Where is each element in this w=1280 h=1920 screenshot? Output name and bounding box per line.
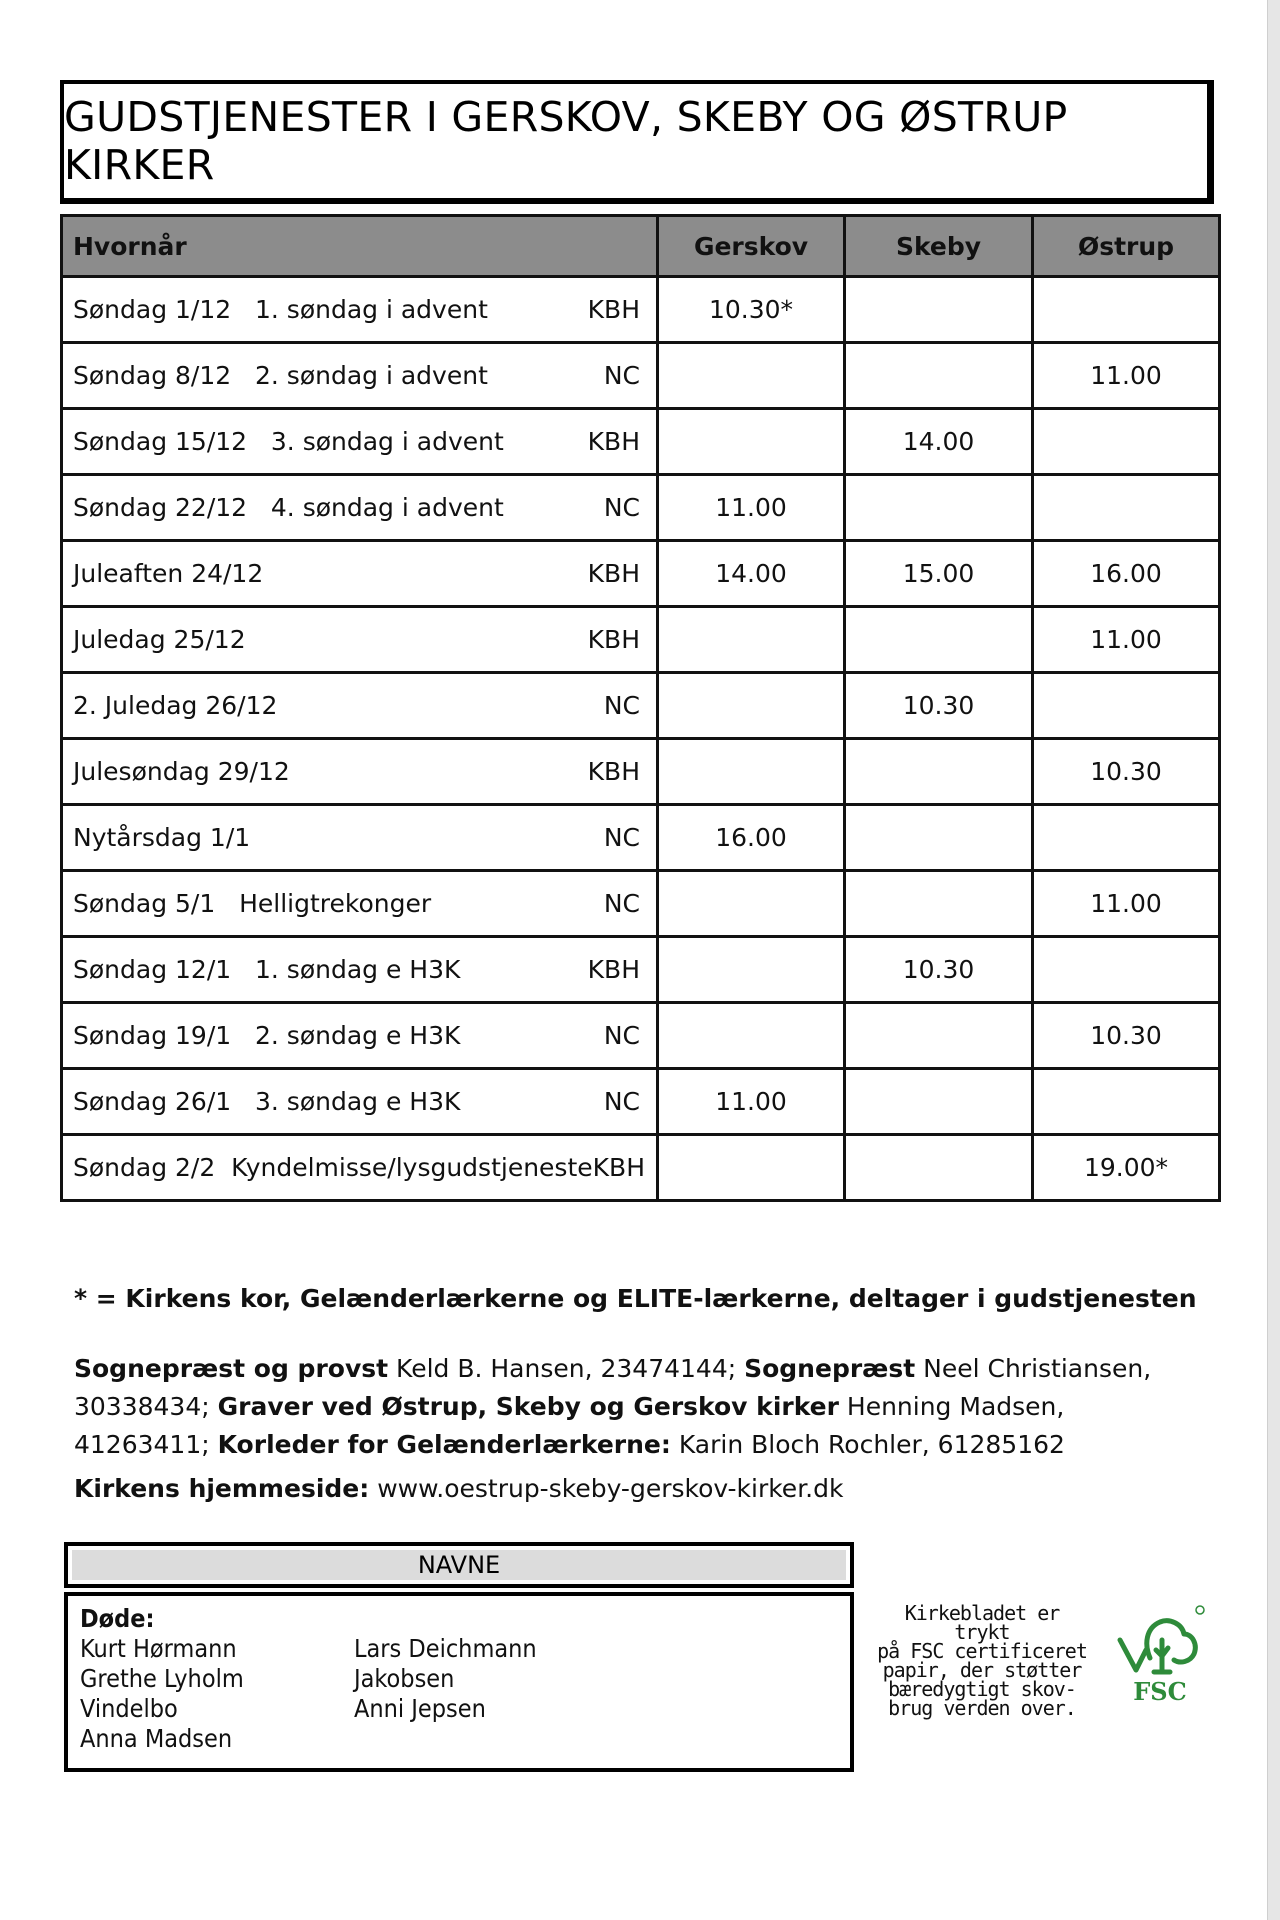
header-gerskov: Gerskov (658, 216, 845, 277)
cell-when (62, 871, 658, 937)
cell-ostrup: 11.00 (1033, 343, 1220, 409)
priest-initials: NC (603, 1087, 640, 1116)
contact-role-3: Graver ved Østrup, Skeby og Gerskov kirker (217, 1392, 839, 1421)
table-row (62, 409, 1220, 475)
name-item: Kurt Hørmann (80, 1634, 237, 1663)
cell-ostrup: 10.30 (1033, 1003, 1220, 1069)
page-title: GUDSTJENESTER I GERSKOV, SKEBY OG ØSTRUP KIRKER (64, 93, 1068, 189)
footnote: * = Kirkens kor, Gelænderlærkerne og ELITE-lærkerne, deltager i gudstjenesten (74, 1284, 1197, 1313)
priest-initials: NC (603, 823, 640, 852)
cell-skeby: 14.00 (845, 409, 1033, 475)
cell-ostrup (1033, 805, 1220, 871)
cell-gerskov (658, 937, 845, 1003)
table-row (62, 871, 1220, 937)
service-label: Søndag 2/2 Kyndelmisse/lysgudstjeneste (73, 1153, 593, 1182)
service-label: Nytårsdag 1/1 (73, 823, 251, 852)
cell-ostrup: 11.00 (1033, 607, 1220, 673)
service-label: Julesøndag 29/12 (73, 757, 290, 786)
header-skeby: Skeby (845, 216, 1033, 277)
cell-skeby: 15.00 (845, 541, 1033, 607)
fsc-note-line: på FSC certificeret (877, 1639, 1087, 1663)
name-item: Vindelbo (80, 1694, 178, 1723)
names-box (64, 1592, 854, 1772)
fsc-note-line: brug verden over. (888, 1696, 1076, 1720)
cell-when (62, 1003, 658, 1069)
table-row (62, 1003, 1220, 1069)
cell-ostrup: 11.00 (1033, 871, 1220, 937)
cell-gerskov: 11.00 (658, 475, 845, 541)
name-item: Anna Madsen (80, 1724, 233, 1753)
cell-gerskov (658, 343, 845, 409)
cell-gerskov (658, 673, 845, 739)
cell-when (62, 1135, 658, 1201)
cell-ostrup: 10.30 (1033, 739, 1220, 805)
service-label: Søndag 8/12 2. søndag i advent (73, 361, 488, 390)
deceased-label: Døde: (80, 1604, 155, 1633)
cell-gerskov: 16.00 (658, 805, 845, 871)
fsc-note-line: Kirkebladet er trykt (904, 1601, 1060, 1644)
contact-role-2: Sognepræst (744, 1354, 916, 1383)
cell-ostrup (1033, 937, 1220, 1003)
fsc-note (872, 1601, 1092, 1720)
cell-when (62, 937, 658, 1003)
table-row (62, 277, 1220, 343)
homepage-label: Kirkens hjemmeside: (74, 1474, 370, 1503)
cell-gerskov (658, 1135, 845, 1201)
contact-name-3: Henning Madsen, 41263411; (74, 1392, 1065, 1459)
cell-when (62, 541, 658, 607)
cell-gerskov (658, 409, 845, 475)
cell-ostrup: 19.00* (1033, 1135, 1220, 1201)
priest-initials: KBH (587, 757, 640, 786)
table-row (62, 343, 1220, 409)
names-header-label: NAVNE (72, 1550, 846, 1580)
cell-skeby: 10.30 (845, 937, 1033, 1003)
cell-ostrup (1033, 409, 1220, 475)
cell-ostrup: 16.00 (1033, 541, 1220, 607)
cell-skeby (845, 277, 1033, 343)
names-column-2 (354, 1634, 537, 1724)
cell-skeby (845, 475, 1033, 541)
service-schedule-table (60, 214, 1221, 1202)
cell-when (62, 673, 658, 739)
contact-role-1: Sognepræst og provst (74, 1354, 389, 1383)
cell-when (62, 805, 658, 871)
cell-skeby: 10.30 (845, 673, 1033, 739)
cell-ostrup (1033, 475, 1220, 541)
service-label: Juledag 25/12 (73, 625, 246, 654)
service-label: Søndag 1/12 1. søndag i advent (73, 295, 488, 324)
contact-name-4: Karin Bloch Rochler, 61285162 (670, 1430, 1065, 1459)
cell-gerskov: 14.00 (658, 541, 845, 607)
priest-initials: NC (603, 691, 640, 720)
priest-initials: NC (603, 1021, 640, 1050)
name-item: Grethe Lyholm (80, 1664, 244, 1693)
priest-initials: KBH (587, 955, 640, 984)
cell-skeby (845, 607, 1033, 673)
priest-initials: NC (603, 493, 640, 522)
cell-skeby (845, 343, 1033, 409)
contact-name-2: Neel Christiansen, 30338434; (74, 1354, 1152, 1421)
service-label: Juleaften 24/12 (73, 559, 264, 588)
cell-skeby (845, 871, 1033, 937)
fsc-note-line: bæredygtigt skov- (888, 1677, 1076, 1701)
priest-initials: KBH (587, 625, 640, 654)
contact-role-4: Korleder for Gelænderlærkerne: (217, 1430, 671, 1459)
cell-when (62, 475, 658, 541)
homepage-url[interactable]: www.oestrup-skeby-gerskov-kirker.dk (369, 1474, 844, 1503)
service-label: Søndag 12/1 1. søndag e H3K (73, 955, 461, 984)
title-box (60, 80, 1214, 204)
cell-gerskov (658, 871, 845, 937)
priest-initials: KBH (587, 295, 640, 324)
cell-skeby (845, 1003, 1033, 1069)
fsc-note-line: papir, der støtter (882, 1658, 1082, 1682)
contacts (74, 1350, 1204, 1464)
table-row (62, 541, 1220, 607)
names-column-1 (80, 1634, 244, 1754)
priest-initials: NC (603, 889, 640, 918)
cell-when (62, 607, 658, 673)
contact-name-1: Keld B. Hansen, 23474144; (388, 1354, 745, 1383)
service-label: Søndag 26/1 3. søndag e H3K (73, 1087, 461, 1116)
name-item: Anni Jepsen (354, 1694, 486, 1723)
cell-gerskov: 10.30* (658, 277, 845, 343)
cell-gerskov (658, 739, 845, 805)
name-item: Lars Deichmann (354, 1634, 537, 1663)
cell-gerskov (658, 1003, 845, 1069)
cell-when (62, 409, 658, 475)
fsc-logo-text: FSC (1133, 1677, 1187, 1706)
table-row (62, 673, 1220, 739)
cell-skeby (845, 805, 1033, 871)
priest-initials: KBH (587, 559, 640, 588)
table-row (62, 475, 1220, 541)
header-when: Hvornår (62, 216, 658, 277)
table-row (62, 739, 1220, 805)
page-edge (1267, 0, 1280, 1920)
cell-gerskov: 11.00 (658, 1069, 845, 1135)
service-label: 2. Juledag 26/12 (73, 691, 278, 720)
cell-skeby (845, 1069, 1033, 1135)
service-label: Søndag 22/12 4. søndag i advent (73, 493, 504, 522)
fsc-logo (1110, 1600, 1210, 1710)
table-header-row (62, 216, 1220, 277)
homepage (74, 1474, 843, 1503)
cell-when (62, 343, 658, 409)
table-row (62, 805, 1220, 871)
cell-skeby (845, 1135, 1033, 1201)
cell-ostrup (1033, 1069, 1220, 1135)
cell-gerskov (658, 607, 845, 673)
cell-ostrup (1033, 277, 1220, 343)
cell-when (62, 1069, 658, 1135)
table-row (62, 937, 1220, 1003)
table-row (62, 1135, 1220, 1201)
header-ostrup: Østrup (1033, 216, 1220, 277)
cell-when (62, 277, 658, 343)
names-header (64, 1542, 854, 1588)
cell-when (62, 739, 658, 805)
table-row (62, 607, 1220, 673)
service-label: Søndag 15/12 3. søndag i advent (73, 427, 504, 456)
service-label: Søndag 19/1 2. søndag e H3K (73, 1021, 461, 1050)
service-label: Søndag 5/1 Helligtrekonger (73, 889, 432, 918)
priest-initials: NC (603, 361, 640, 390)
priest-initials: KBH (587, 427, 640, 456)
cell-skeby (845, 739, 1033, 805)
priest-initials: KBH (592, 1153, 645, 1182)
cell-ostrup (1033, 673, 1220, 739)
table-row (62, 1069, 1220, 1135)
name-item: Jakobsen (354, 1664, 455, 1693)
